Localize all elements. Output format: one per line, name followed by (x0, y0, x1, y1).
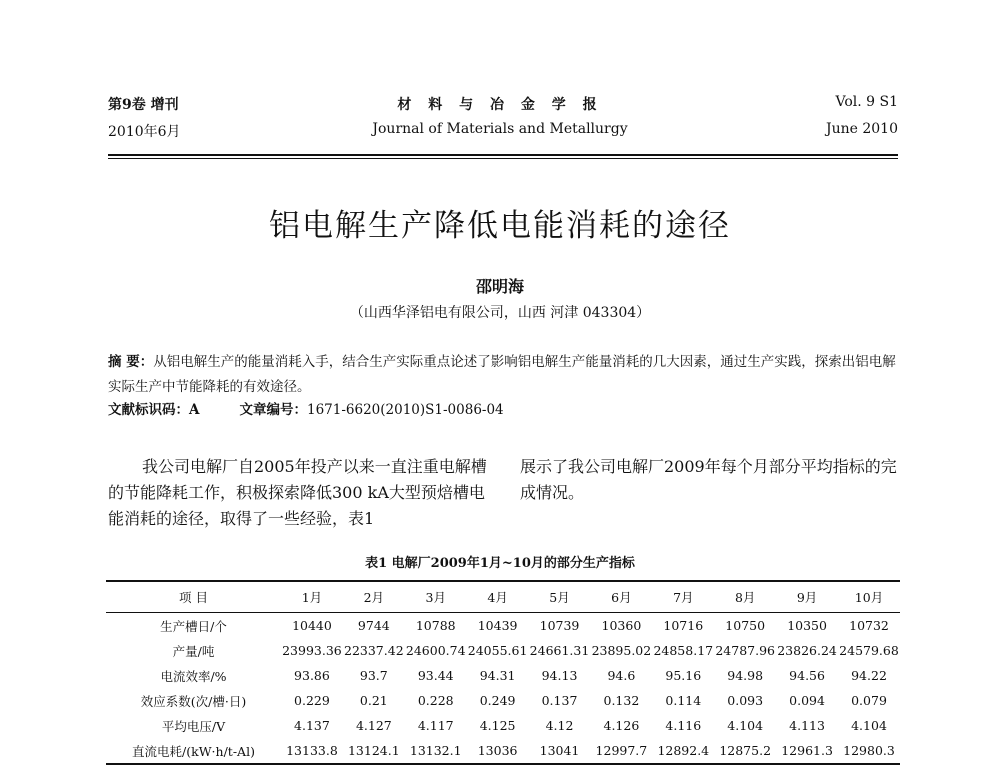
table-cell: 9744 (357, 618, 390, 633)
table-cell: 13133.8 (281, 738, 343, 764)
table-header-month: 9月 (776, 581, 838, 613)
table-header-month: 3月 (405, 581, 467, 613)
table-cell: 10750 (725, 618, 766, 633)
table-cell: 0.249 (479, 693, 516, 708)
article-no-label: 文章编号： (239, 402, 307, 418)
author-affiliation: （山西华泽铝电有限公司，山西 河津 043304） (349, 305, 651, 321)
header-rule-top (108, 154, 898, 156)
table-cell: 0.21 (359, 693, 388, 708)
table-row (106, 713, 900, 738)
doc-code: A (189, 402, 200, 418)
table-cell: 4.126 (603, 718, 640, 733)
table-cell: 13041 (529, 738, 591, 764)
table-row-label: 产量/吨 (172, 643, 215, 659)
table-cell: 23993.36 (282, 643, 342, 658)
table-cell: 0.093 (727, 693, 764, 708)
table-cell: 0.132 (603, 693, 640, 708)
table-cell: 10439 (477, 618, 518, 633)
issue-date-cn: 2010年6月 (108, 124, 181, 140)
table-cell: 10732 (849, 618, 889, 633)
table-cell: 13132.1 (405, 738, 467, 764)
table-cell: 4.12 (545, 718, 574, 733)
table-cell: 13036 (467, 738, 529, 764)
table-cell: 4.117 (417, 718, 454, 733)
article-meta (108, 398, 504, 418)
doc-code-label: 文献标识码： (108, 402, 189, 418)
table-cell: 10716 (663, 618, 704, 633)
journal-name-en: Journal of Materials and Metallurgy (372, 121, 628, 137)
table-row-label: 平均电压/V (161, 718, 226, 734)
table-row-label: 电流效率/% (160, 668, 227, 684)
abstract (108, 350, 898, 400)
table-cell: 0.137 (541, 693, 578, 708)
table-cell: 0.229 (294, 693, 330, 708)
table-row (106, 688, 900, 713)
table-cell: 4.127 (355, 718, 392, 733)
table-cell: 94.31 (479, 668, 516, 683)
table-header-month: 2月 (343, 581, 405, 613)
volume-label-en: Vol. 9 S1 (835, 94, 898, 110)
table-cell: 24661.31 (529, 643, 590, 658)
table-cell: 4.104 (851, 718, 887, 733)
table-header-row (106, 581, 900, 613)
table-cell: 23895.02 (591, 643, 652, 658)
body-right-column: 展示了我公司电解厂2009年每个月部分平均指标的完成情况。 (520, 457, 897, 502)
table-cell: 94.22 (851, 668, 887, 683)
table-cell: 94.56 (789, 668, 825, 683)
table-row-label: 效应系数(次/槽·日) (140, 693, 247, 709)
table-cell: 12961.3 (776, 738, 838, 764)
abstract-text: 从铝电解生产的能量消耗入手，结合生产实际重点论述了影响铝电解生产能量消耗的几大因素，通过生产实践，探索出铝电解实际生产中节能降耗的有效途径。 (108, 354, 896, 395)
paper-author: 邵明海 (475, 277, 524, 296)
table-cell: 10440 (292, 618, 332, 633)
table-cell: 12875.2 (714, 738, 776, 764)
table-cell: 93.86 (294, 668, 330, 683)
table-cell: 4.104 (727, 718, 764, 733)
table-cell: 0.094 (789, 693, 825, 708)
header-rule-bottom (108, 158, 898, 159)
table-cell: 95.16 (665, 668, 702, 683)
table-header-month: 8月 (714, 581, 776, 613)
table-header-month: 5月 (529, 581, 591, 613)
table-cell: 12892.4 (652, 738, 714, 764)
table-header-month: 1月 (281, 581, 343, 613)
table-body (106, 613, 900, 765)
table-row (106, 638, 900, 663)
table-header-item: 项 目 (106, 581, 281, 613)
table-cell: 0.114 (665, 693, 702, 708)
table-cell: 4.113 (789, 718, 825, 733)
abstract-label: 摘 要： (108, 354, 154, 370)
table-row (106, 663, 900, 688)
table-header-month: 4月 (467, 581, 529, 613)
issue-date-en: June 2010 (825, 121, 898, 137)
journal-name-cn: 材 料 与 冶 金 学 报 (397, 97, 603, 113)
table-header-month: 7月 (652, 581, 714, 613)
table-cell: 24055.61 (467, 643, 528, 658)
table-cell: 94.13 (541, 668, 578, 683)
table-row (106, 613, 900, 639)
table-row-label: 生产槽日/个 (160, 618, 227, 634)
volume-label: 第9卷 增刊 (108, 97, 179, 113)
table-cell: 93.7 (359, 668, 388, 683)
table-cell: 94.6 (607, 668, 636, 683)
table-cell: 0.228 (417, 693, 454, 708)
table-cell: 13124.1 (343, 738, 405, 764)
production-table (106, 580, 900, 765)
table-cell: 10788 (415, 618, 456, 633)
table-cell: 24579.68 (839, 643, 899, 658)
table-cell: 4.125 (479, 718, 516, 733)
article-no: 1671-6620(2010)S1-0086-04 (306, 402, 504, 418)
table-header-month: 6月 (590, 581, 652, 613)
table-caption: 表1 电解厂2009年1月~10月的部分生产指标 (365, 556, 635, 571)
table-cell: 10360 (601, 618, 642, 633)
table-cell: 10350 (787, 618, 827, 633)
table-cell: 94.98 (727, 668, 764, 683)
table-cell: 24600.74 (405, 643, 466, 658)
table-header-month: 10月 (838, 581, 900, 613)
table-row-label: 直流电耗/(kW·h/t-Al) (106, 738, 281, 764)
table-cell: 24787.96 (715, 643, 775, 658)
table-cell: 12997.7 (590, 738, 652, 764)
table-cell: 4.116 (665, 718, 702, 733)
table-cell: 4.137 (294, 718, 330, 733)
table-cell: 0.079 (851, 693, 887, 708)
table-cell: 23826.24 (777, 643, 837, 658)
table-cell: 10739 (539, 618, 580, 633)
body-left-column: 我公司电解厂自2005年投产以来一直注重电解槽的节能降耗工作，积极探索降低300 kA大型预焙槽电能消耗的途径，取得了一些经验，表1 (108, 457, 487, 528)
table-cell: 24858.17 (653, 643, 714, 658)
table-cell: 12980.3 (838, 738, 900, 764)
paper-title: 铝电解生产降低电能消耗的途径 (269, 208, 731, 244)
table-cell: 22337.42 (344, 643, 404, 658)
table-cell: 93.44 (417, 668, 454, 683)
table-row (106, 738, 900, 764)
